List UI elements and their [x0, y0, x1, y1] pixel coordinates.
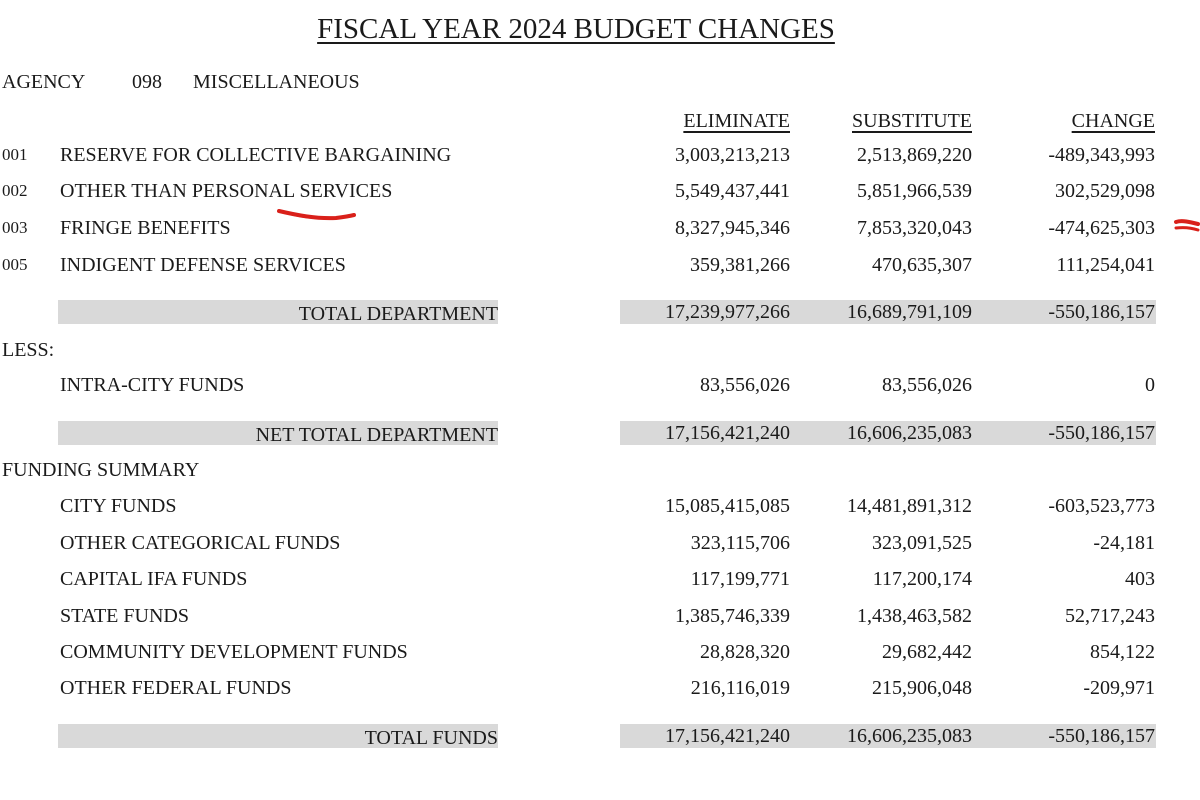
unit-name: OTHER THAN PERSONAL SERVICES — [60, 180, 393, 202]
funding-substitute: 323,091,525 — [872, 532, 972, 554]
funding-name: CITY FUNDS — [60, 495, 177, 517]
red-pen-mark — [276, 205, 358, 223]
unit-change: -489,343,993 — [1048, 144, 1155, 166]
total-funds-label: TOTAL FUNDS — [364, 727, 498, 749]
unit-eliminate: 8,327,945,346 — [675, 217, 790, 239]
intra-city-label: INTRA-CITY FUNDS — [60, 374, 245, 396]
agency-name: MISCELLANEOUS — [193, 71, 360, 93]
funding-change: 403 — [1125, 568, 1155, 590]
funding-summary-label: FUNDING SUMMARY — [2, 459, 200, 481]
unit-change: -474,625,303 — [1048, 217, 1155, 239]
unit-change: 302,529,098 — [1055, 180, 1155, 202]
total-department-substitute: 16,689,791,109 — [847, 301, 972, 323]
total-department-eliminate: 17,239,977,266 — [665, 301, 790, 323]
funding-eliminate: 1,385,746,339 — [675, 605, 790, 627]
funding-substitute: 117,200,174 — [872, 568, 972, 590]
red-pen-mark — [1172, 214, 1200, 238]
intra-city-eliminate: 83,556,026 — [700, 374, 790, 396]
intra-city-change: 0 — [1145, 374, 1155, 396]
funding-eliminate: 323,115,706 — [690, 532, 790, 554]
total-department-change: -550,186,157 — [1048, 301, 1155, 323]
header-change: CHANGE — [1071, 110, 1155, 132]
funding-name: CAPITAL IFA FUNDS — [60, 568, 248, 590]
header-eliminate: ELIMINATE — [683, 110, 790, 132]
total-funds-eliminate: 17,156,421,240 — [665, 725, 790, 747]
net-total-change: -550,186,157 — [1048, 422, 1155, 444]
total-department-label: TOTAL DEPARTMENT — [298, 303, 498, 325]
funding-substitute: 29,682,442 — [882, 641, 972, 663]
funding-change: -209,971 — [1083, 677, 1155, 699]
funding-change: -603,523,773 — [1048, 495, 1155, 517]
unit-name: INDIGENT DEFENSE SERVICES — [60, 254, 346, 276]
funding-substitute: 14,481,891,312 — [847, 495, 972, 517]
unit-code: 003 — [2, 218, 28, 237]
funding-eliminate: 117,199,771 — [690, 568, 790, 590]
funding-name: COMMUNITY DEVELOPMENT FUNDS — [60, 641, 408, 663]
unit-eliminate: 5,549,437,441 — [675, 180, 790, 202]
funding-name: STATE FUNDS — [60, 605, 189, 627]
agency-label: AGENCY — [2, 71, 86, 93]
funding-eliminate: 15,085,415,085 — [665, 495, 790, 517]
funding-eliminate: 28,828,320 — [700, 641, 790, 663]
funding-eliminate: 216,116,019 — [690, 677, 790, 699]
intra-city-substitute: 83,556,026 — [882, 374, 972, 396]
total-funds-change: -550,186,157 — [1048, 725, 1155, 747]
unit-substitute: 470,635,307 — [872, 254, 972, 276]
unit-code: 001 — [2, 145, 28, 164]
unit-substitute: 7,853,320,043 — [857, 217, 972, 239]
funding-name: OTHER FEDERAL FUNDS — [60, 677, 292, 699]
unit-substitute: 2,513,869,220 — [857, 144, 972, 166]
unit-code: 005 — [2, 255, 28, 274]
funding-name: OTHER CATEGORICAL FUNDS — [60, 532, 341, 554]
net-total-substitute: 16,606,235,083 — [847, 422, 972, 444]
unit-eliminate: 3,003,213,213 — [675, 144, 790, 166]
funding-change: 854,122 — [1090, 641, 1155, 663]
funding-substitute: 215,906,048 — [872, 677, 972, 699]
total-funds-substitute: 16,606,235,083 — [847, 725, 972, 747]
funding-substitute: 1,438,463,582 — [857, 605, 972, 627]
unit-substitute: 5,851,966,539 — [857, 180, 972, 202]
less-label: LESS: — [2, 339, 55, 361]
unit-name: FRINGE BENEFITS — [60, 217, 231, 239]
net-total-eliminate: 17,156,421,240 — [665, 422, 790, 444]
funding-change: -24,181 — [1093, 532, 1155, 554]
header-substitute: SUBSTITUTE — [852, 110, 972, 132]
page-title: FISCAL YEAR 2024 BUDGET CHANGES — [317, 13, 835, 45]
funding-change: 52,717,243 — [1065, 605, 1155, 627]
unit-eliminate: 359,381,266 — [690, 254, 790, 276]
unit-name: RESERVE FOR COLLECTIVE BARGAINING — [60, 144, 452, 166]
net-total-label: NET TOTAL DEPARTMENT — [255, 424, 498, 446]
unit-change: 111,254,041 — [1056, 254, 1155, 276]
unit-code: 002 — [2, 181, 28, 200]
agency-code: 098 — [132, 71, 162, 93]
